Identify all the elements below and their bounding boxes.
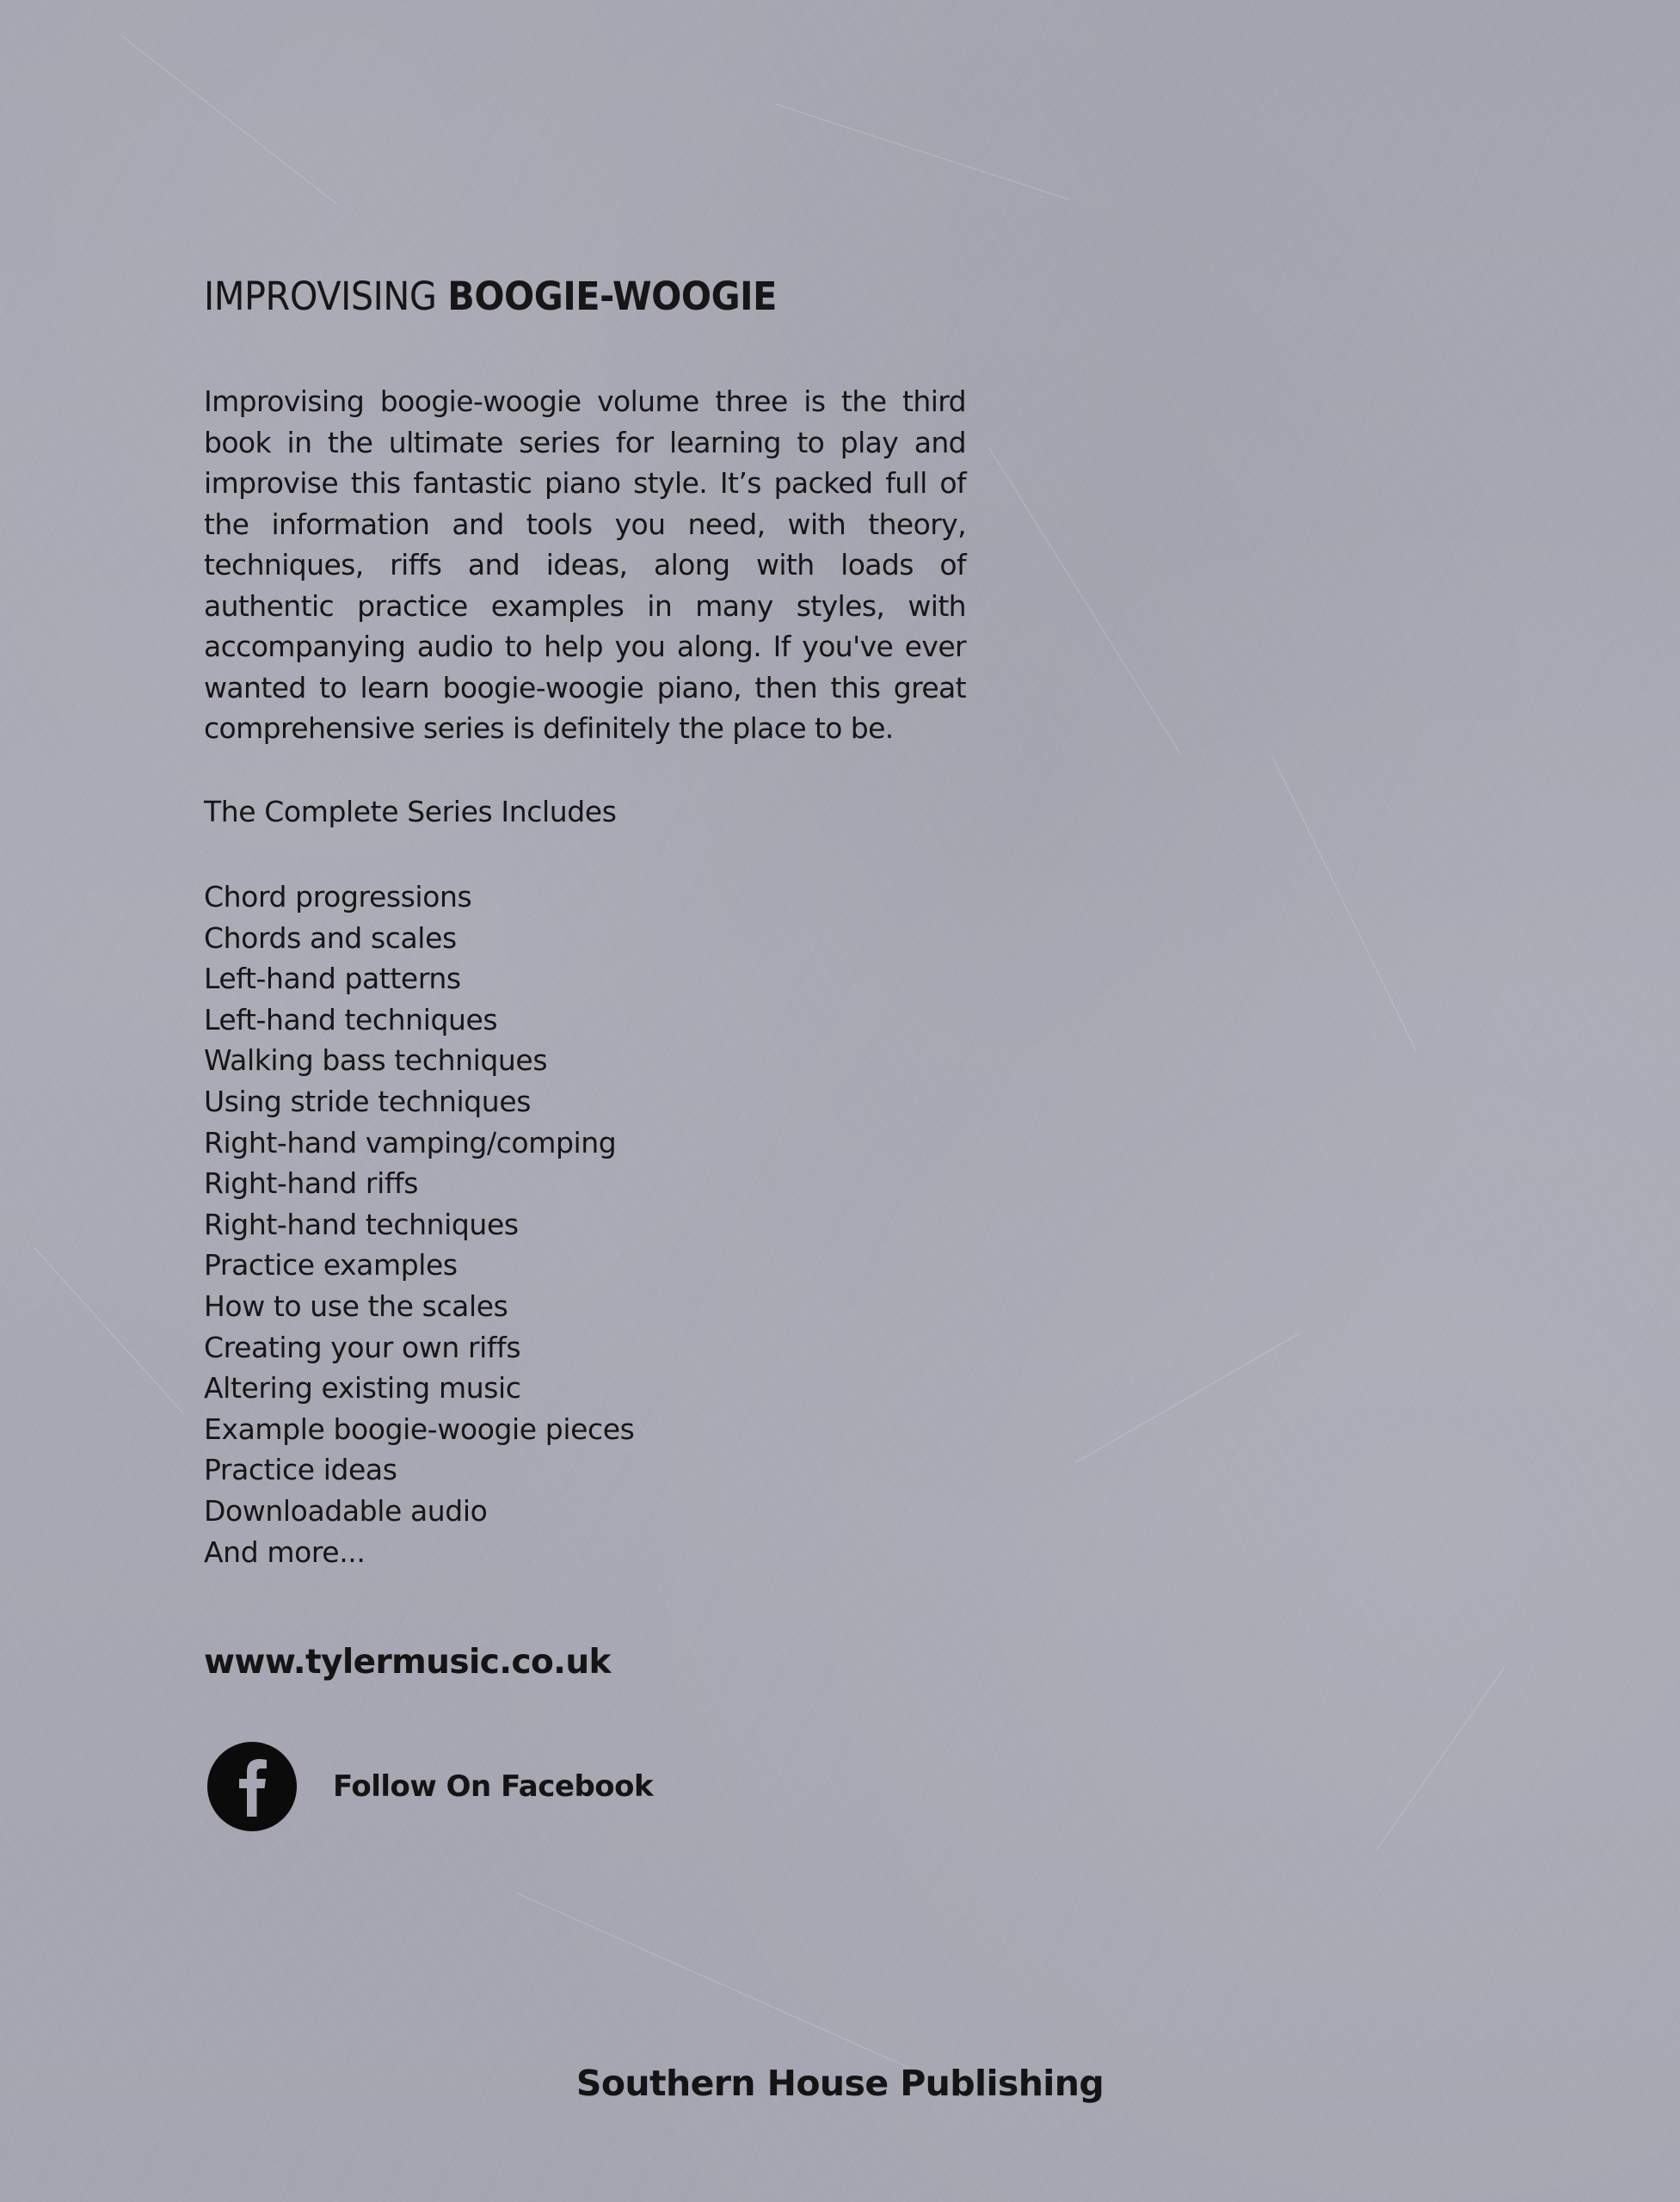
website-link[interactable]: www.tylermusic.co.uk [204,1643,611,1682]
intro-paragraph: Improvising boogie-woogie volume three is the third book in the ultimate series for learning to play and improvise this fantastic piano style. It’s packed full of the information and tools you need, with theory, techniques, riffs and ideas, along with loads of authentic practice examples in many styles, with accompanying audio to help you along. If you've ever wanted to learn boogie-woogie piano, then this great comprehensive series is definitely the place to be. [204,384,966,745]
title-light: IMPROVISING [204,274,448,319]
list-item: Walking bass techniques [204,1043,548,1078]
publisher-name: Southern House Publishing [575,2063,1105,2104]
list-item: Using stride techniques [204,1084,532,1118]
page-title [204,274,777,319]
list-item: Right-hand riffs [204,1166,419,1201]
list-item: Left-hand techniques [204,1002,498,1036]
series-heading: The Complete Series Includes [204,795,617,828]
title-bold: BOOGIE-WOOGIE [447,274,777,319]
list-item: Right-hand techniques [204,1207,519,1241]
list-item: Practice ideas [204,1453,397,1487]
background-scratch [516,1892,909,2068]
background-scratch [988,447,1180,754]
list-item: How to use the scales [204,1289,508,1323]
background-scratch [1075,1333,1299,1463]
background-scratch [774,103,1069,200]
background-scratch [34,1247,184,1414]
list-item: Altering existing music [204,1371,521,1405]
facebook-follow-link[interactable] [207,1741,653,1832]
list-item: Left-hand patterns [204,962,461,996]
facebook-icon[interactable] [207,1742,297,1831]
list-item: Creating your own riffs [204,1330,521,1364]
list-item: Practice examples [204,1248,458,1282]
list-item: Example boogie-woogie pieces [204,1412,635,1446]
background-scratch [120,34,337,205]
list-item: Right-hand vamping/comping [204,1125,617,1159]
list-item: Downloadable audio [204,1493,488,1528]
list-item: And more... [204,1535,366,1569]
list-item: Chord progressions [204,880,472,913]
feature-list [204,876,634,1572]
facebook-label[interactable]: Follow On Facebook [333,1769,654,1804]
list-item: Chords and scales [204,920,457,955]
background-scratch [1376,1666,1505,1850]
background-scratch [1272,757,1416,1051]
